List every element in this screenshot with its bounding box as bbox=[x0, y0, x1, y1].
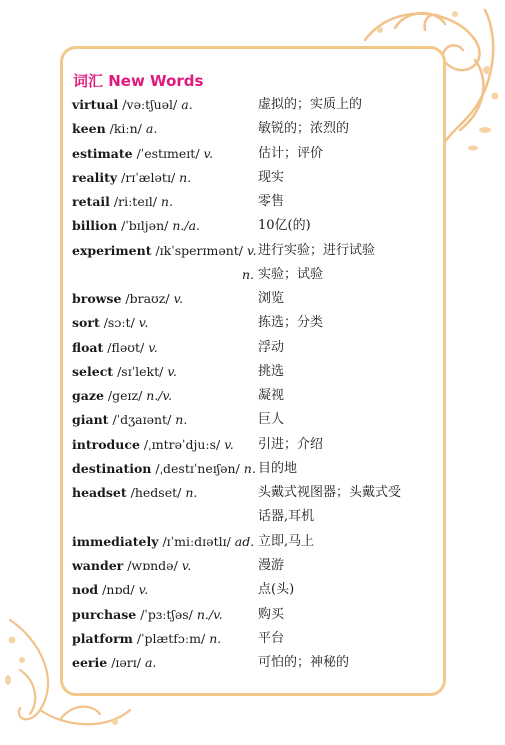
entry-meaning: 虚拟的；实质上的 bbox=[258, 97, 363, 112]
entry-pos: n. bbox=[179, 170, 192, 185]
entry-headset bbox=[72, 482, 197, 504]
entry-virtual bbox=[72, 94, 193, 116]
entry-ipa: /sɪˈlekt/ bbox=[117, 364, 164, 379]
entry-destination bbox=[72, 458, 256, 480]
entry-immediately bbox=[72, 531, 254, 553]
entry-ipa: /ˈpɜːtʃəs/ bbox=[140, 607, 193, 622]
entry-retail bbox=[72, 191, 173, 213]
entry-pos: v. bbox=[224, 437, 234, 452]
entry-meaning: 可怕的；神秘的 bbox=[258, 655, 350, 670]
entry-ipa: /nɒd/ bbox=[102, 582, 135, 597]
entry-experiment bbox=[72, 240, 257, 262]
entry-ipa: /riːteɪl/ bbox=[113, 194, 157, 209]
entry-word: keen bbox=[72, 121, 106, 136]
entry-meaning: 立即,马上 bbox=[258, 534, 315, 549]
entry-pos: v. bbox=[138, 582, 149, 597]
entry-meaning: 头戴式视图器；头戴式受 bbox=[258, 485, 402, 500]
entry-introduce bbox=[72, 434, 234, 456]
entry-pos: ad. bbox=[234, 534, 255, 549]
entry-pos: n./v. bbox=[196, 607, 223, 622]
entry-word: select bbox=[72, 364, 114, 379]
entry-ipa: /ˈbɪljən/ bbox=[121, 218, 169, 233]
entry-meaning: 敏锐的；浓烈的 bbox=[258, 121, 350, 136]
entry-ipa: /wɒndə/ bbox=[127, 558, 178, 573]
entry-ipa: /vəːtʃuəl/ bbox=[122, 97, 178, 112]
entry-word: float bbox=[72, 340, 104, 355]
entry-word: virtual bbox=[72, 97, 119, 112]
entry-wander bbox=[72, 555, 191, 577]
entry-pos: n./a. bbox=[172, 218, 200, 233]
entry-ipa: /ˈestɪmeɪt/ bbox=[136, 146, 200, 161]
entry-sort bbox=[72, 312, 148, 334]
entry-pos: n. bbox=[209, 631, 222, 646]
entry-ipa: /kiːn/ bbox=[109, 121, 142, 136]
entry-pos: v. bbox=[148, 340, 158, 355]
entry-pos: n. bbox=[175, 412, 188, 427]
entry-pos: a. bbox=[144, 655, 157, 670]
entry-meaning: 拣选；分类 bbox=[258, 315, 324, 330]
entry-pos: n. bbox=[243, 461, 256, 476]
entry-gaze bbox=[72, 385, 172, 407]
heading-en: New Words bbox=[108, 72, 204, 90]
entry-ipa: /geɪz/ bbox=[107, 388, 143, 403]
entry-pos: n. bbox=[160, 194, 173, 209]
entry-pos: a. bbox=[145, 121, 158, 136]
entry-meaning: 零售 bbox=[258, 194, 285, 209]
entry-meaning: 引进；介绍 bbox=[258, 437, 324, 452]
entry-ipa: /ɪərɪ/ bbox=[111, 655, 141, 670]
entry-ipa: /ˌɪntrəˈdjuːs/ bbox=[143, 437, 221, 452]
entry-pos: n. bbox=[185, 485, 198, 500]
entry-pos: v. bbox=[181, 558, 192, 573]
entry-nod bbox=[72, 579, 148, 601]
entry-word: retail bbox=[72, 194, 110, 209]
entry-meaning: 进行实验；进行试验 bbox=[258, 243, 376, 258]
entry-word: introduce bbox=[72, 437, 140, 452]
entry-word: browse bbox=[72, 291, 122, 306]
entry-ipa: /rɪˈælətɪ/ bbox=[121, 170, 176, 185]
entry-pos: n. bbox=[241, 267, 254, 282]
entry-meaning: 浮动 bbox=[258, 340, 285, 355]
entry-ipa: /hedset/ bbox=[130, 485, 182, 500]
entry-word: gaze bbox=[72, 388, 104, 403]
entry-word: reality bbox=[72, 170, 118, 185]
entry-ipa: /ˈdʒaɪənt/ bbox=[112, 412, 172, 427]
entry-word: sort bbox=[72, 315, 100, 330]
entry-word: platform bbox=[72, 631, 133, 646]
section-heading bbox=[73, 70, 203, 94]
entry-meaning: 平台 bbox=[258, 631, 285, 646]
entry-word: estimate bbox=[72, 146, 133, 161]
entry-meaning: 现实 bbox=[258, 170, 285, 185]
entry-word: headset bbox=[72, 485, 127, 500]
entry-meaning: 10亿(的) bbox=[258, 218, 311, 233]
entry-word: wander bbox=[72, 558, 124, 573]
entry-word: nod bbox=[72, 582, 99, 597]
entry-keen bbox=[72, 118, 157, 140]
entry-pos: v. bbox=[138, 315, 149, 330]
entry-pos: v. bbox=[247, 243, 257, 258]
entry-reality bbox=[72, 167, 191, 189]
entry-ipa: /fləʊt/ bbox=[107, 340, 145, 355]
entry-platform bbox=[72, 628, 221, 650]
entry-estimate bbox=[72, 143, 213, 165]
entry-select bbox=[72, 361, 177, 383]
entry-word: giant bbox=[72, 412, 109, 427]
entry-ipa: /sɔːt/ bbox=[103, 315, 135, 330]
entry-meaning: 话器,耳机 bbox=[258, 509, 315, 524]
entry-ipa: /ɪkˈsperɪmənt/ bbox=[155, 243, 244, 258]
entry-meaning: 实验；试验 bbox=[258, 267, 324, 282]
entry-meaning: 巨人 bbox=[258, 412, 285, 427]
entry-ipa: /ˈplætfɔːm/ bbox=[136, 631, 206, 646]
entry-pos: n./v. bbox=[146, 388, 173, 403]
entry-meaning: 浏览 bbox=[258, 291, 285, 306]
entry-meaning: 目的地 bbox=[258, 461, 298, 476]
entry-meaning: 估计；评价 bbox=[258, 146, 324, 161]
entry-meaning: 凝视 bbox=[258, 388, 285, 403]
entry-ipa: /ɪˈmiːdɪətlɪ/ bbox=[162, 534, 231, 549]
entry-word: billion bbox=[72, 218, 118, 233]
entry-billion bbox=[72, 215, 200, 237]
entry-ipa: /braʊz/ bbox=[125, 291, 170, 306]
entry-purchase bbox=[72, 604, 223, 626]
entry-word: eerie bbox=[72, 655, 108, 670]
heading-cn: 词汇 bbox=[73, 72, 104, 90]
entry-giant bbox=[72, 409, 187, 431]
entry-pos: v. bbox=[173, 291, 184, 306]
entry-browse bbox=[72, 288, 183, 310]
entry-ipa: /ˌdestɪˈneɪʃən/ bbox=[155, 461, 240, 476]
entry-word: purchase bbox=[72, 607, 137, 622]
entry-pos: v. bbox=[203, 146, 214, 161]
entry-pos: v. bbox=[167, 364, 177, 379]
entry-word: experiment bbox=[72, 243, 152, 258]
entry-meaning: 点(头) bbox=[258, 582, 295, 597]
entry-meaning: 购买 bbox=[258, 607, 285, 622]
entry-pos: a. bbox=[181, 97, 193, 112]
entry-float bbox=[72, 337, 158, 359]
entry-eerie bbox=[72, 652, 156, 674]
entry-meaning: 挑选 bbox=[258, 364, 285, 379]
entry-word: immediately bbox=[72, 534, 159, 549]
entry-word: destination bbox=[72, 461, 152, 476]
entry-meaning: 漫游 bbox=[258, 558, 285, 573]
